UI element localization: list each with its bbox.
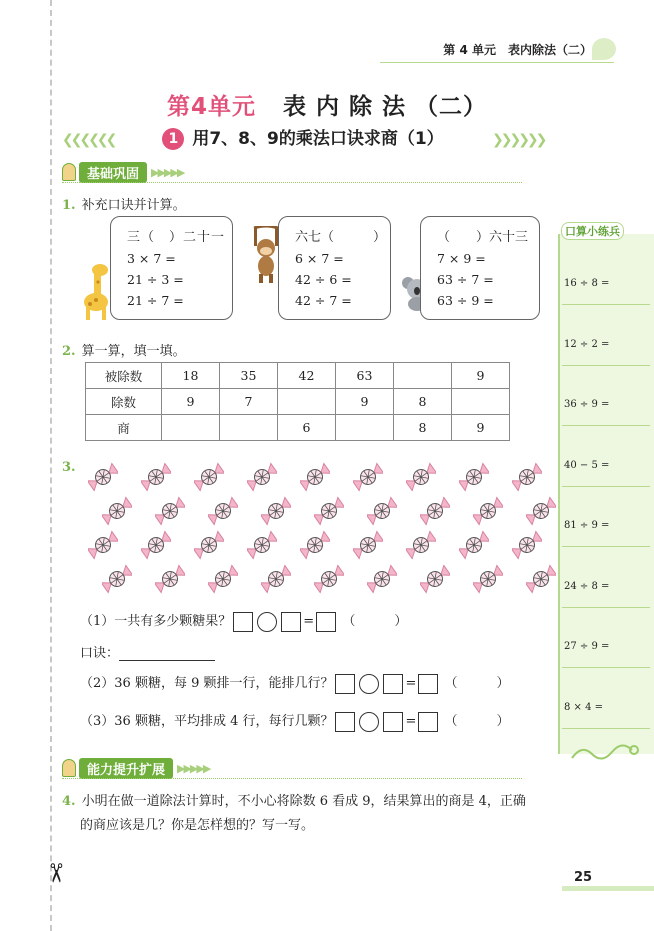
candy-icon — [353, 530, 383, 560]
question-3 — [62, 460, 82, 475]
lesson-title-text: 用7、8、9的乘法口诀求商（1） — [192, 129, 444, 149]
table-cell[interactable] — [220, 415, 278, 441]
candy-icon — [102, 496, 132, 526]
table-cell: 9 — [452, 363, 510, 389]
swirl-decoration-icon — [568, 740, 648, 764]
table-cell[interactable] — [162, 415, 220, 441]
question-2 — [62, 340, 186, 359]
unit-paren: （ ） — [342, 614, 408, 629]
answer-line — [562, 365, 650, 366]
candy-icon — [420, 496, 450, 526]
unit-paren: （ ） — [444, 714, 510, 729]
candy-icon — [459, 462, 489, 492]
question-4-number: 4. — [62, 794, 76, 809]
candy-icon — [473, 564, 503, 594]
card-1-head: 三（ ）二十一 — [127, 230, 226, 245]
answer-line — [562, 425, 650, 426]
table-cell: 63 — [336, 363, 394, 389]
card-3-line-1: 7 × 9 = — [437, 251, 486, 266]
candy-icon — [141, 462, 171, 492]
answer-box[interactable] — [335, 712, 355, 732]
candy-icon — [155, 496, 185, 526]
answer-box[interactable] — [418, 712, 438, 732]
candy-icon — [526, 564, 556, 594]
unit-number: 4 — [190, 94, 208, 120]
section-advanced-label: 能力提升扩展 — [79, 758, 173, 779]
page-number-bar — [562, 886, 654, 891]
candy-grid — [88, 462, 548, 602]
card-2-line-3: 42 ÷ 7 = — [295, 293, 352, 308]
equals-sign: = — [303, 614, 315, 629]
koujue-label: 口诀： — [80, 646, 120, 661]
card-2-head: 六七（ ） — [295, 230, 387, 245]
question-3-part-3 — [80, 710, 510, 732]
table-cell[interactable] — [336, 415, 394, 441]
card-3-head: （ ）六十三 — [437, 230, 529, 245]
answer-box[interactable] — [316, 612, 336, 632]
koujue-blank[interactable] — [119, 660, 215, 661]
candy-icon — [367, 496, 397, 526]
mental-math-item: 12 ÷ 2 = — [564, 338, 610, 350]
leaf-icon — [592, 38, 616, 60]
table-cell[interactable] — [452, 389, 510, 415]
row-header: 除数 — [86, 389, 162, 415]
candy-icon — [261, 496, 291, 526]
answer-line — [562, 546, 650, 547]
unit-prefix: 第 — [166, 94, 191, 120]
chevron-left-icon: ❮❮❮❮❮❮ — [62, 132, 115, 148]
mental-math-item: 24 ÷ 8 = — [564, 580, 610, 592]
candy-icon — [512, 530, 542, 560]
candy-icon — [247, 530, 277, 560]
section-advanced-divider — [62, 778, 522, 779]
section-basic-divider — [62, 182, 522, 183]
row-header: 商 — [86, 415, 162, 441]
candy-icon — [300, 462, 330, 492]
unit-name: 表 内 除 法 （二） — [283, 94, 488, 120]
table-cell[interactable] — [278, 389, 336, 415]
mental-math-item: 40 − 5 = — [564, 459, 610, 471]
unit-paren: （ ） — [444, 676, 510, 691]
card-1-line-2: 21 ÷ 3 = — [127, 272, 184, 287]
candy-icon — [367, 564, 397, 594]
candy-icon — [102, 564, 132, 594]
answer-box[interactable] — [418, 674, 438, 694]
koujue-card-1 — [110, 216, 233, 320]
candy-icon — [247, 462, 277, 492]
answer-line — [562, 728, 650, 729]
mental-math-item: 27 ÷ 9 = — [564, 641, 610, 652]
candy-icon — [88, 530, 118, 560]
mental-math-sidebar — [558, 234, 654, 754]
koujue-card-3 — [420, 216, 540, 320]
table-cell[interactable] — [394, 363, 452, 389]
lesson-number: 1 — [162, 128, 184, 150]
candy-icon — [88, 462, 118, 492]
question-2-text: 算一算，填一填。 — [81, 344, 186, 359]
candy-icon — [300, 530, 330, 560]
card-1-line-3: 21 ÷ 7 = — [127, 293, 184, 308]
question-4-line-2: 的商应该是几？你是怎样想的？写一写。 — [80, 818, 315, 833]
unit-title — [0, 88, 654, 121]
answer-line — [562, 486, 650, 487]
candy-icon — [459, 530, 489, 560]
question-1-text: 补充口诀并计算。 — [81, 198, 186, 213]
answer-box[interactable] — [383, 674, 403, 694]
section-basic-label: 基础巩固 — [79, 162, 147, 183]
candy-icon — [155, 564, 185, 594]
mental-math-item: 36 ÷ 9 = — [564, 399, 610, 410]
card-3-line-2: 63 ÷ 7 = — [437, 272, 494, 287]
table-cell: 9 — [336, 389, 394, 415]
sidebar-title: 口算小练兵 — [561, 222, 624, 240]
question-1-number: 1. — [62, 198, 76, 213]
table-row — [86, 415, 510, 441]
candy-icon — [406, 462, 436, 492]
question-3-part-1 — [80, 610, 407, 632]
answer-line — [562, 607, 650, 608]
koujue-answer — [80, 642, 215, 661]
candy-icon — [261, 564, 291, 594]
candy-icon — [194, 462, 224, 492]
operator-circle[interactable] — [359, 712, 379, 732]
card-3-line-3: 63 ÷ 9 = — [437, 293, 494, 308]
candy-icon — [208, 564, 238, 594]
arrows-icon: ▶▶▶▶▶ — [151, 165, 184, 179]
table-cell: 9 — [452, 415, 510, 441]
page-number: 25 — [574, 870, 593, 885]
question-3-number: 3. — [62, 460, 76, 475]
kid-icon — [62, 163, 76, 181]
section-advanced — [62, 758, 209, 778]
card-2-line-2: 42 ÷ 6 = — [295, 272, 352, 287]
candy-icon — [314, 564, 344, 594]
chevron-right-icon: ❯❯❯❯❯❯ — [492, 132, 545, 148]
candy-icon — [194, 530, 224, 560]
answer-line — [562, 304, 650, 305]
table-cell: 6 — [278, 415, 336, 441]
table-cell: 42 — [278, 363, 336, 389]
table-cell: 35 — [220, 363, 278, 389]
table-row — [86, 363, 510, 389]
answer-box[interactable] — [335, 674, 355, 694]
table-cell: 8 — [394, 389, 452, 415]
equals-sign: = — [405, 676, 417, 691]
header-divider — [380, 62, 614, 63]
equals-sign: = — [405, 714, 417, 729]
question-2-number: 2. — [62, 344, 76, 359]
card-1-line-1: 3 × 7 = — [127, 251, 176, 266]
candy-icon — [473, 496, 503, 526]
answer-box[interactable] — [233, 612, 253, 632]
mental-math-item: 8 × 4 = — [564, 701, 604, 713]
table-row — [86, 389, 510, 415]
card-2-line-1: 6 × 7 = — [295, 251, 344, 266]
answer-line — [562, 667, 650, 668]
question-4-line-1: 小明在做一道除法计算时，不小心将除数 6 看成 9，结果算出的商是 4，正确 — [81, 794, 526, 809]
answer-box[interactable] — [383, 712, 403, 732]
question-3-part-2 — [80, 672, 510, 694]
candy-icon — [208, 496, 238, 526]
kid-icon — [62, 759, 76, 777]
question-4 — [62, 790, 552, 838]
koujue-card-2 — [278, 216, 391, 320]
cut-line — [50, 0, 52, 931]
candy-icon — [141, 530, 171, 560]
part-3-text: （3）36 颗糖，平均排成 4 行，每行几颗？ — [80, 714, 334, 729]
mental-math-item: 16 ÷ 8 = — [564, 278, 610, 289]
candy-icon — [526, 496, 556, 526]
table-cell: 18 — [162, 363, 220, 389]
row-header: 被除数 — [86, 363, 162, 389]
candy-icon — [353, 462, 383, 492]
table-cell: 7 — [220, 389, 278, 415]
table-cell: 9 — [162, 389, 220, 415]
operator-circle[interactable] — [359, 674, 379, 694]
arrows-icon: ▶▶▶▶▶ — [177, 761, 210, 775]
candy-icon — [420, 564, 450, 594]
lesson-title — [60, 124, 546, 152]
part-2-text: （2）36 颗糖，每 9 颗排一行，能排几行？ — [80, 676, 334, 691]
section-basic — [62, 162, 183, 182]
candy-icon — [406, 530, 436, 560]
candy-icon — [314, 496, 344, 526]
answer-box[interactable] — [281, 612, 301, 632]
unit-word: 单元 — [207, 94, 256, 120]
part-1-text: （1）一共有多少颗糖果？ — [80, 614, 232, 629]
question-1 — [62, 194, 186, 213]
operator-circle[interactable] — [257, 612, 277, 632]
mental-math-item: 81 ÷ 9 = — [564, 520, 610, 531]
division-table — [85, 362, 510, 441]
running-header: 第 4 单元 表内除法（二） — [443, 43, 592, 57]
candy-icon — [512, 462, 542, 492]
scissors-icon: ✂ — [39, 862, 70, 884]
table-cell: 8 — [394, 415, 452, 441]
